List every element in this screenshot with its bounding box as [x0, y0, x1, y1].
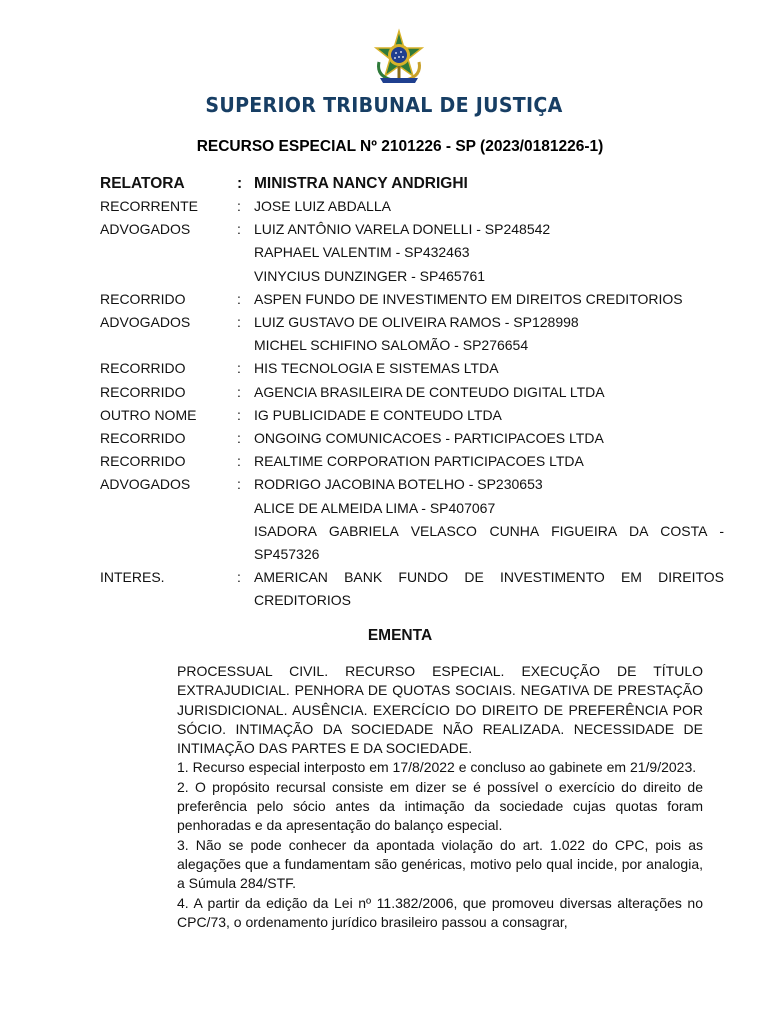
- party-colon: :: [237, 430, 241, 447]
- brazil-coat-of-arms-icon: [370, 28, 428, 86]
- party-role: RECORRIDO: [100, 430, 186, 447]
- ementa-paragraph: 4. A partir da edição da Lei nº 11.382/2006, que promoveu diversas alterações no CPC/73, o ordenamento jurídico brasileiro passou a consagrar,: [177, 894, 703, 930]
- party-value: RAPHAEL VALENTIM - SP432463: [254, 244, 470, 261]
- party-colon: :: [237, 198, 241, 214]
- ementa-paragraph: 1. Recurso especial interposto em 17/8/2022 e concluso ao gabinete em 21/9/2023.: [177, 759, 697, 776]
- party-colon: :: [237, 453, 241, 470]
- party-values: [254, 288, 724, 311]
- ementa-paragraph: PROCESSUAL CIVIL. RECURSO ESPECIAL. EXECUÇÃO DE TÍTULO EXTRAJUDICIAL. PENHORA DE QUOTAS SOCIAIS. NEGATIVA DE PRESTAÇÃO JURISDICIONAL. AUSÊNCIA. EXERCÍCIO DO DIREITO DE PREFERÊNCIA POR SÓCIO. INTIMAÇÃO DA SOCIEDADE NÃO REALIZADA. NECESSIDADE DE INTIMAÇÃO DAS PARTES E DA SOCIEDADE.: [177, 663, 703, 757]
- parties-table: [100, 171, 724, 613]
- ementa-body: [177, 662, 703, 932]
- party-colon: :: [237, 175, 243, 192]
- party-row: [100, 357, 724, 380]
- party-values: [254, 218, 724, 288]
- party-value: HIS TECNOLOGIA E SISTEMAS LTDA: [254, 360, 499, 377]
- ementa-heading: EMENTA: [367, 627, 433, 644]
- party-value: VINYCIUS DUNZINGER - SP465761: [254, 267, 486, 284]
- party-row: [100, 381, 724, 404]
- party-row: [100, 171, 724, 196]
- party-colon: :: [237, 314, 241, 331]
- case-title: RECURSO ESPECIAL Nº 2101226 - SP (2023/0181226-1): [196, 138, 604, 155]
- party-value: RODRIGO JACOBINA BOTELHO - SP230653: [254, 476, 543, 493]
- party-colon: :: [237, 290, 241, 307]
- party-value: MINISTRA NANCY ANDRIGHI: [254, 175, 468, 192]
- party-values: [254, 381, 724, 404]
- party-values: [254, 566, 724, 612]
- party-value: IG PUBLICIDADE E CONTEUDO LTDA: [254, 406, 502, 423]
- party-row: [100, 566, 724, 612]
- party-values: [254, 404, 724, 427]
- party-row: [100, 427, 724, 450]
- party-colon: :: [237, 569, 241, 586]
- party-role: ADVOGADOS: [100, 221, 191, 238]
- party-colon: :: [237, 406, 241, 423]
- party-colon: :: [237, 221, 241, 238]
- party-value: MICHEL SCHIFINO SALOMÃO - SP276654: [254, 337, 529, 354]
- party-value: ALICE DE ALMEIDA LIMA - SP407067: [254, 499, 496, 516]
- party-value: AMERICAN BANK FUNDO DE INVESTIMENTO EM DIREITOS CREDITORIOS: [254, 569, 724, 609]
- party-row: [100, 218, 724, 288]
- party-row: [100, 404, 724, 427]
- party-role: RECORRIDO: [100, 290, 186, 307]
- court-name: SUPERIOR TRIBUNAL DE JUSTIÇA: [205, 93, 563, 117]
- party-value: AGENCIA BRASILEIRA DE CONTEUDO DIGITAL LTDA: [254, 383, 605, 400]
- party-role: ADVOGADOS: [100, 476, 191, 493]
- party-row: [100, 450, 724, 473]
- party-values: [254, 427, 724, 450]
- party-colon: :: [237, 476, 241, 493]
- party-values: [254, 473, 724, 566]
- ementa-paragraph: 2. O propósito recursal consiste em dizer se é possível o exercício do direito de preferência pelo sócio antes da intimação da sociedade cujas quotas foram penhoradas e da apresentação do balanço especial.: [177, 778, 703, 834]
- party-value: REALTIME CORPORATION PARTICIPACOES LTDA: [254, 453, 584, 470]
- party-value: LUIZ ANTÔNIO VARELA DONELLI - SP248542: [254, 221, 551, 238]
- party-colon: :: [237, 383, 241, 400]
- party-values: [254, 195, 724, 218]
- party-role: OUTRO NOME: [100, 406, 197, 423]
- party-role: RELATORA: [100, 175, 185, 192]
- party-values: [254, 171, 724, 196]
- party-row: [100, 473, 724, 566]
- party-values: [254, 450, 724, 473]
- party-row: [100, 288, 724, 311]
- party-role: RECORRIDO: [100, 453, 186, 470]
- party-role: ADVOGADOS: [100, 314, 191, 331]
- party-value: LUIZ GUSTAVO DE OLIVEIRA RAMOS - SP128998: [254, 314, 579, 331]
- party-row: [100, 311, 724, 357]
- party-role: RECORRIDO: [100, 360, 186, 377]
- party-colon: :: [237, 360, 241, 377]
- party-value: JOSE LUIZ ABDALLA: [254, 198, 391, 214]
- party-value: ISADORA GABRIELA VELASCO CUNHA FIGUEIRA DA COSTA - SP457326: [254, 522, 724, 563]
- party-role: RECORRENTE: [100, 198, 199, 214]
- party-value: ONGOING COMUNICACOES - PARTICIPACOES LTDA: [254, 430, 604, 447]
- party-role: INTERES.: [100, 569, 165, 586]
- party-role: RECORRIDO: [100, 383, 186, 400]
- party-row: [100, 195, 724, 218]
- ementa-paragraph: 3. Não se pode conhecer da apontada violação do art. 1.022 do CPC, pois as alegações que a fundamentam são genéricas, motivo pelo qual incide, por analogia, a Súmula 284/STF.: [177, 836, 703, 892]
- party-values: [254, 357, 724, 380]
- party-value: ASPEN FUNDO DE INVESTIMENTO EM DIREITOS CREDITORIOS: [254, 290, 683, 307]
- party-values: [254, 311, 724, 357]
